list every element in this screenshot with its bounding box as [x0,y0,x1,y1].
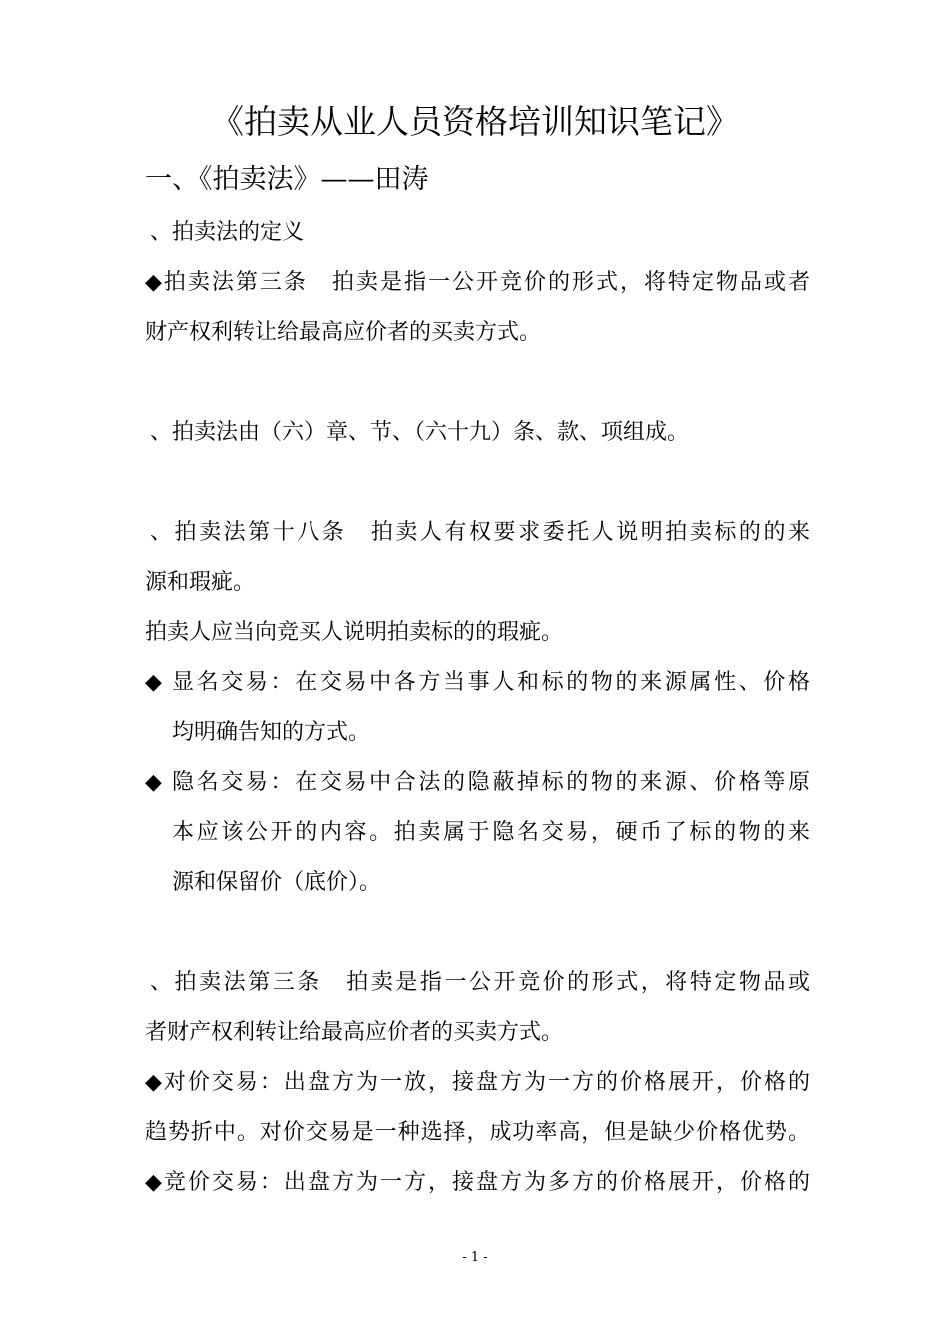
diamond-bullet-icon: ◆ [145,770,162,795]
bullet-anonymous-trade-line1: 隐名交易：在交易中合法的隐蔽掉标的物的来源、价格等原 [172,770,810,795]
section-heading: 一、《拍卖法》——田涛 [145,164,429,195]
bullet-open-trade-line1: 显名交易：在交易中各方当事人和标的物的来源属性、价格 [172,670,810,695]
bilateral-trade-line2: 趋势折中。对价交易是一种选择，成功率高，但是缺少价格优势。 [145,1120,810,1145]
article18-note: 拍卖人应当向竞买人说明拍卖标的的瑕疵。 [145,620,564,645]
law-structure-heading: 、拍卖法由（六）章、节、（六十九）条、款、项组成。 [150,420,690,445]
item-definition-heading: 、拍卖法的定义 [150,220,305,245]
bilateral-trade-line1: ◆对价交易：出盘方为一放，接盘方为一方的价格展开，价格的 [145,1070,810,1095]
article3-paragraph-line2: 财产权利转让给最高应价者的买卖方式。 [145,320,542,345]
article18-heading-line1: 、拍卖法第十八条 拍卖人有权要求委托人说明拍卖标的的来 [150,520,810,545]
article3-repeat-line2: 者财产权利转让给最高应价者的买卖方式。 [145,1020,564,1045]
document-title: 《拍卖从业人员资格培训知识笔记》 [211,102,739,141]
bullet-anonymous-trade-line3: 源和保留价（底价）。 [172,870,382,895]
bullet-open-trade-line2: 均明确告知的方式。 [172,720,371,745]
article3-repeat-line1: 、拍卖法第三条 拍卖是指一公开竞价的形式，将特定物品或 [150,970,810,995]
competitive-bidding-line1: ◆竞价交易：出盘方为一方，接盘方为多方的价格展开，价格的 [145,1170,810,1195]
page-number: - 1 - [462,1250,488,1265]
bullet-anonymous-trade-line2: 本应该公开的内容。拍卖属于隐名交易，硬币了标的物的来 [172,820,810,845]
article18-heading-line2: 源和瑕疵。 [145,570,256,595]
article3-paragraph-line1: ◆拍卖法第三条 拍卖是指一公开竞价的形式，将特定物品或者 [145,270,810,295]
diamond-bullet-icon: ◆ [145,670,162,695]
